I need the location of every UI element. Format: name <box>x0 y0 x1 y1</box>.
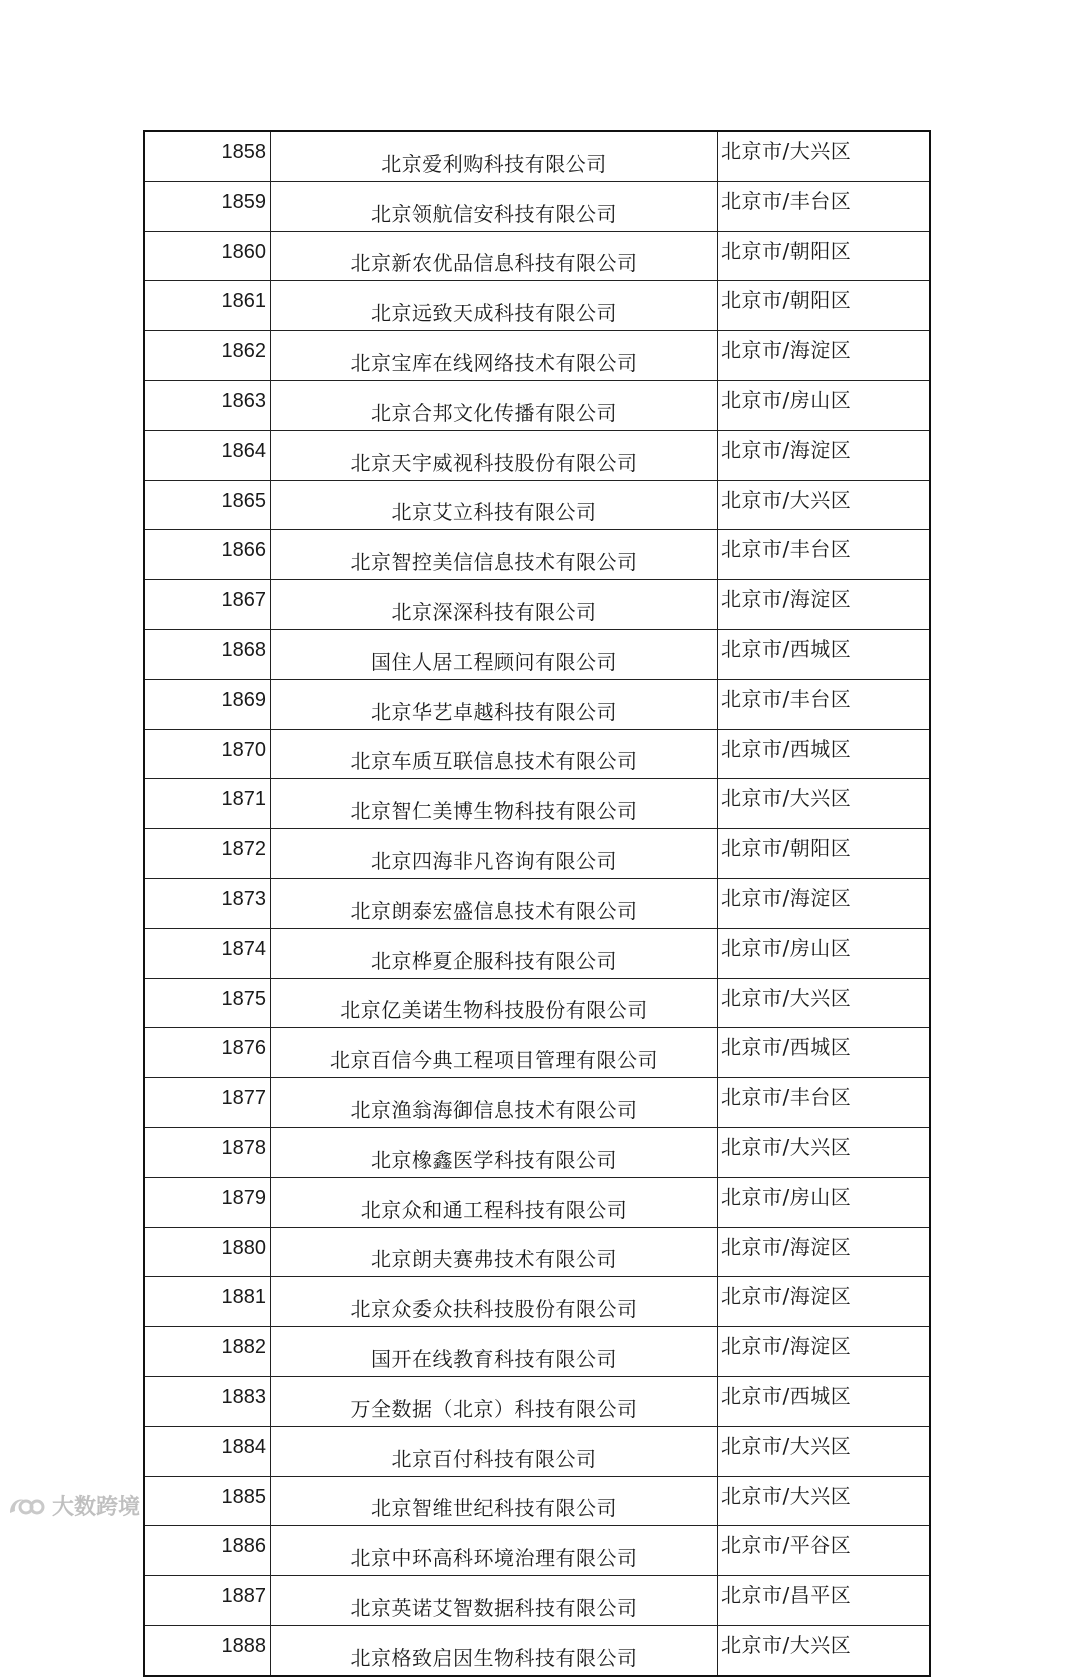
company-name: 北京格致启因生物科技有限公司 <box>271 1625 718 1675</box>
table-row <box>144 978 930 1028</box>
row-number: 1859 <box>144 181 271 231</box>
company-name: 北京朗夫赛弗技术有限公司 <box>271 1227 718 1277</box>
row-number: 1874 <box>144 928 271 978</box>
company-name: 北京朗泰宏盛信息技术有限公司 <box>271 878 718 928</box>
company-region: 北京市/朝阳区 <box>718 231 931 281</box>
company-region: 北京市/西城区 <box>718 729 931 779</box>
table-row <box>144 878 930 928</box>
row-number: 1880 <box>144 1227 271 1277</box>
company-name: 北京中环高科环境治理有限公司 <box>271 1526 718 1576</box>
table-row <box>144 1127 930 1177</box>
table-row <box>144 181 930 231</box>
company-name: 北京深深科技有限公司 <box>271 580 718 630</box>
table-row <box>144 430 930 480</box>
table-row <box>144 1426 930 1476</box>
table-row <box>144 729 930 779</box>
company-region: 北京市/丰台区 <box>718 530 931 580</box>
company-region: 北京市/丰台区 <box>718 181 931 231</box>
row-number: 1888 <box>144 1625 271 1675</box>
company-region: 北京市/大兴区 <box>718 1426 931 1476</box>
company-region: 北京市/房山区 <box>718 1177 931 1227</box>
company-name: 北京智仁美博生物科技有限公司 <box>271 779 718 829</box>
row-number: 1883 <box>144 1376 271 1426</box>
row-number: 1869 <box>144 679 271 729</box>
table-row <box>144 679 930 729</box>
table-row <box>144 480 930 530</box>
table-row <box>144 281 930 331</box>
company-name: 万全数据（北京）科技有限公司 <box>271 1376 718 1426</box>
table-row <box>144 231 930 281</box>
row-number: 1886 <box>144 1526 271 1576</box>
company-name: 北京爱利购科技有限公司 <box>271 131 718 181</box>
table-row <box>144 1277 930 1327</box>
company-region: 北京市/大兴区 <box>718 131 931 181</box>
company-name: 北京远致天成科技有限公司 <box>271 281 718 331</box>
company-region: 北京市/朝阳区 <box>718 281 931 331</box>
watermark-text: 大数跨境 <box>52 1495 141 1520</box>
row-number: 1865 <box>144 480 271 530</box>
company-region: 北京市/海淀区 <box>718 580 931 630</box>
company-region: 北京市/海淀区 <box>718 1227 931 1277</box>
company-region: 北京市/丰台区 <box>718 1078 931 1128</box>
row-number: 1875 <box>144 978 271 1028</box>
table-row <box>144 1028 930 1078</box>
company-name: 北京领航信安科技有限公司 <box>271 181 718 231</box>
company-name: 北京亿美诺生物科技股份有限公司 <box>271 978 718 1028</box>
company-region: 北京市/房山区 <box>718 928 931 978</box>
company-region: 北京市/海淀区 <box>718 1277 931 1327</box>
row-number: 1864 <box>144 430 271 480</box>
table-body <box>144 131 930 1676</box>
row-number: 1858 <box>144 131 271 181</box>
company-name: 北京车质互联信息技术有限公司 <box>271 729 718 779</box>
company-name: 北京众委众扶科技股份有限公司 <box>271 1277 718 1327</box>
table-row <box>144 1576 930 1626</box>
company-region: 北京市/海淀区 <box>718 1327 931 1377</box>
company-region: 北京市/平谷区 <box>718 1526 931 1576</box>
company-name: 北京智维世纪科技有限公司 <box>271 1476 718 1526</box>
company-name: 北京宝库在线网络技术有限公司 <box>271 331 718 381</box>
watermark <box>6 1490 140 1521</box>
company-region: 北京市/房山区 <box>718 380 931 430</box>
row-number: 1885 <box>144 1476 271 1526</box>
company-region: 北京市/大兴区 <box>718 1625 931 1675</box>
company-region: 北京市/大兴区 <box>718 1476 931 1526</box>
company-name: 北京新农优品信息科技有限公司 <box>271 231 718 281</box>
company-name: 北京华艺卓越科技有限公司 <box>271 679 718 729</box>
company-region: 北京市/海淀区 <box>718 878 931 928</box>
row-number: 1870 <box>144 729 271 779</box>
company-name: 北京合邦文化传播有限公司 <box>271 380 718 430</box>
company-region: 北京市/西城区 <box>718 1028 931 1078</box>
row-number: 1878 <box>144 1127 271 1177</box>
brand-logo-icon <box>6 1493 46 1519</box>
table-row <box>144 331 930 381</box>
row-number: 1877 <box>144 1078 271 1128</box>
row-number: 1868 <box>144 629 271 679</box>
table-row <box>144 1327 930 1377</box>
company-name: 北京天宇威视科技股份有限公司 <box>271 430 718 480</box>
company-region: 北京市/朝阳区 <box>718 829 931 879</box>
company-name: 北京橡鑫医学科技有限公司 <box>271 1127 718 1177</box>
company-region: 北京市/大兴区 <box>718 978 931 1028</box>
table-row <box>144 1625 930 1675</box>
row-number: 1871 <box>144 779 271 829</box>
company-name: 北京艾立科技有限公司 <box>271 480 718 530</box>
company-region: 北京市/海淀区 <box>718 430 931 480</box>
company-region: 北京市/西城区 <box>718 629 931 679</box>
row-number: 1876 <box>144 1028 271 1078</box>
row-number: 1882 <box>144 1327 271 1377</box>
table-row <box>144 779 930 829</box>
company-region: 北京市/丰台区 <box>718 679 931 729</box>
table-row <box>144 829 930 879</box>
table-row <box>144 530 930 580</box>
company-name: 国住人居工程顾问有限公司 <box>271 629 718 679</box>
table-row <box>144 928 930 978</box>
row-number: 1879 <box>144 1177 271 1227</box>
table-row <box>144 1078 930 1128</box>
table-row <box>144 1376 930 1426</box>
table-row <box>144 131 930 181</box>
company-name: 北京百信今典工程项目管理有限公司 <box>271 1028 718 1078</box>
company-region: 北京市/西城区 <box>718 1376 931 1426</box>
company-region: 北京市/昌平区 <box>718 1576 931 1626</box>
company-region: 北京市/大兴区 <box>718 480 931 530</box>
company-name: 北京智控美信信息技术有限公司 <box>271 530 718 580</box>
row-number: 1861 <box>144 281 271 331</box>
row-number: 1887 <box>144 1576 271 1626</box>
row-number: 1873 <box>144 878 271 928</box>
table-row <box>144 380 930 430</box>
company-region: 北京市/大兴区 <box>718 779 931 829</box>
company-region: 北京市/海淀区 <box>718 331 931 381</box>
table-row <box>144 1177 930 1227</box>
company-name: 北京英诺艾智数据科技有限公司 <box>271 1576 718 1626</box>
row-number: 1867 <box>144 580 271 630</box>
table-row <box>144 629 930 679</box>
table-row <box>144 580 930 630</box>
row-number: 1860 <box>144 231 271 281</box>
company-name: 北京众和通工程科技有限公司 <box>271 1177 718 1227</box>
row-number: 1881 <box>144 1277 271 1327</box>
company-name: 北京桦夏企服科技有限公司 <box>271 928 718 978</box>
table-row <box>144 1227 930 1277</box>
row-number: 1884 <box>144 1426 271 1476</box>
table-row <box>144 1476 930 1526</box>
row-number: 1863 <box>144 380 271 430</box>
company-name: 北京百付科技有限公司 <box>271 1426 718 1476</box>
table-row <box>144 1526 930 1576</box>
company-name: 北京渔翁海御信息技术有限公司 <box>271 1078 718 1128</box>
row-number: 1862 <box>144 331 271 381</box>
company-name: 北京四海非凡咨询有限公司 <box>271 829 718 879</box>
company-name: 国开在线教育科技有限公司 <box>271 1327 718 1377</box>
company-region: 北京市/大兴区 <box>718 1127 931 1177</box>
company-table <box>143 130 931 1677</box>
row-number: 1872 <box>144 829 271 879</box>
row-number: 1866 <box>144 530 271 580</box>
